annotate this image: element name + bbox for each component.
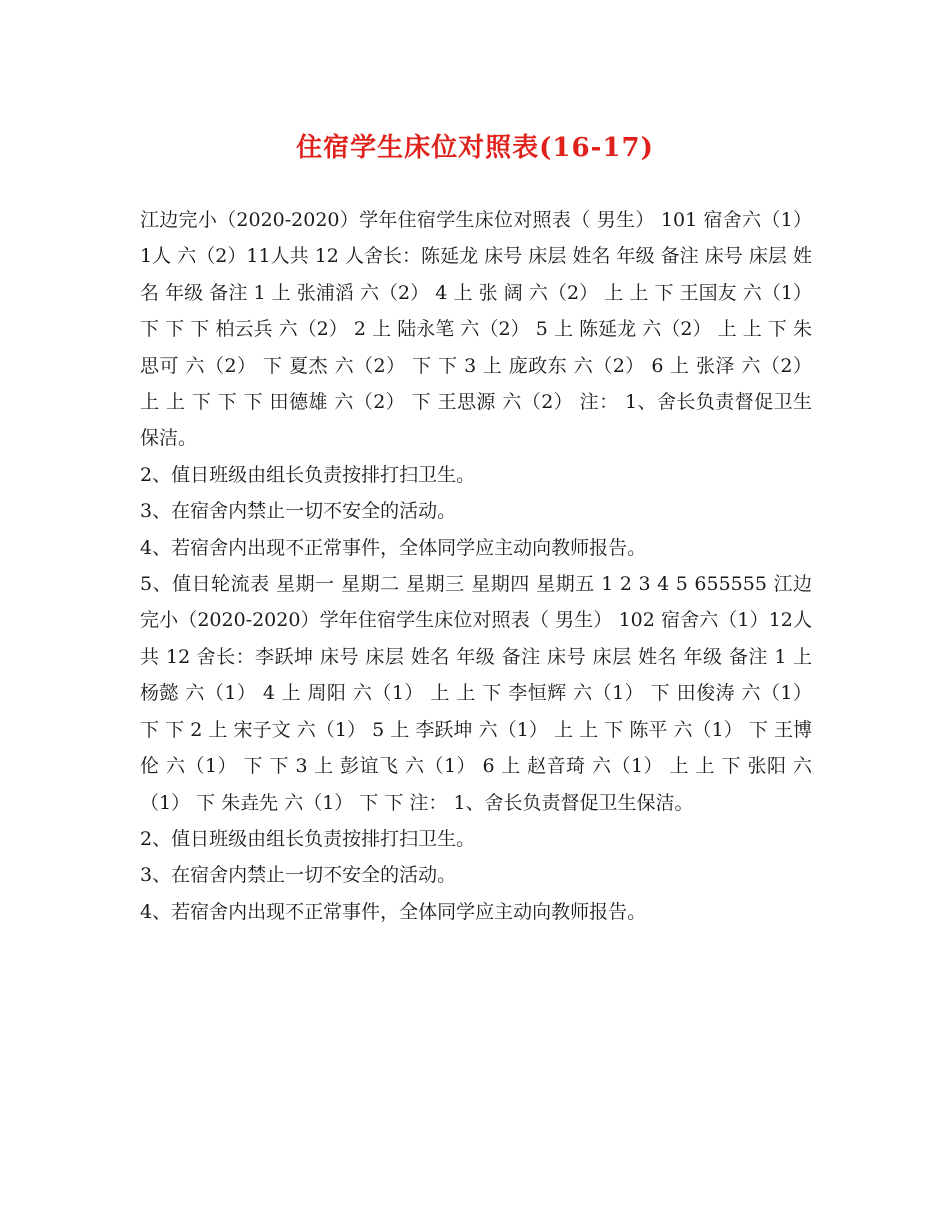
paragraph-dorm-101-table: 江边完小（2020-2020）学年住宿学生床位对照表（ 男生） 101 宿舍六（1）1人 六（2）11人共 12 人舍长：陈延龙 床号 床层 姓名 年级 备注 床号 床层 姓名 年级 备注 1 上 张浦滔 六（2） 4 上 张 阔 六（2） 上 上 下 王国友 六（1） 下 下 下 柏云兵 六（2） 2 上 陆永笔 六（2） 5 上 陈延龙 六（2） 上 上 下 朱思可 六（2） 下 夏杰 六（2） 下 下 3 上 庞政东 六（2） 6 上 张泽 六（2） 上 上 下 下 下 田德雄 六（2） 下 王思源 六（2） 注： 1、舍长负责督促卫生保洁。 xyxy=(140,209,812,450)
paragraph-rule-4-repeat: 4、若宿舍内出现不正常事件，全体同学应主动向教师报告。 xyxy=(140,900,647,923)
paragraph-rule-2-repeat: 2、值日班级由组长负责按排打扫卫生。 xyxy=(140,827,476,850)
paragraph-rule-3-repeat: 3、在宿舍内禁止一切不安全的活动。 xyxy=(140,864,457,887)
paragraph-rule-2: 2、值日班级由组长负责按排打扫卫生。 xyxy=(140,463,476,486)
document-body xyxy=(140,202,812,930)
document-title: 住宿学生床位对照表(16-17) xyxy=(296,133,654,163)
paragraph-rule-4: 4、若宿舍内出现不正常事件，全体同学应主动向教师报告。 xyxy=(140,536,647,559)
paragraph-rule-3: 3、在宿舍内禁止一切不安全的活动。 xyxy=(140,500,457,523)
paragraph-duty-and-dorm-102-table: 5、值日轮流表 星期一 星期二 星期三 星期四 星期五 1 2 3 4 5 655555 江边完小（2020-2020）学年住宿学生床位对照表（ 男生） 102 宿舍六（1）12人 共 12 舍长：李跃坤 床号 床层 姓名 年级 备注 床号 床层 姓名 年级 备注 1 上 杨懿 六（1） 4 上 周阳 六（1） 上 上 下 李恒辉 六（1） 下 田俊涛 六（1） 下 下 2 上 宋子文 六（1） 5 上 李跃坤 六（1） 上 上 下 陈平 六（1） 下 王博伦 六（1） 下 下 3 上 彭谊飞 六（1） 6 上 赵音琦 六（1） 上 上 下 张阳 六（1） 下 朱垚先 六（1） 下 下 注： 1、舍长负责督促卫生保洁。 xyxy=(140,573,812,814)
